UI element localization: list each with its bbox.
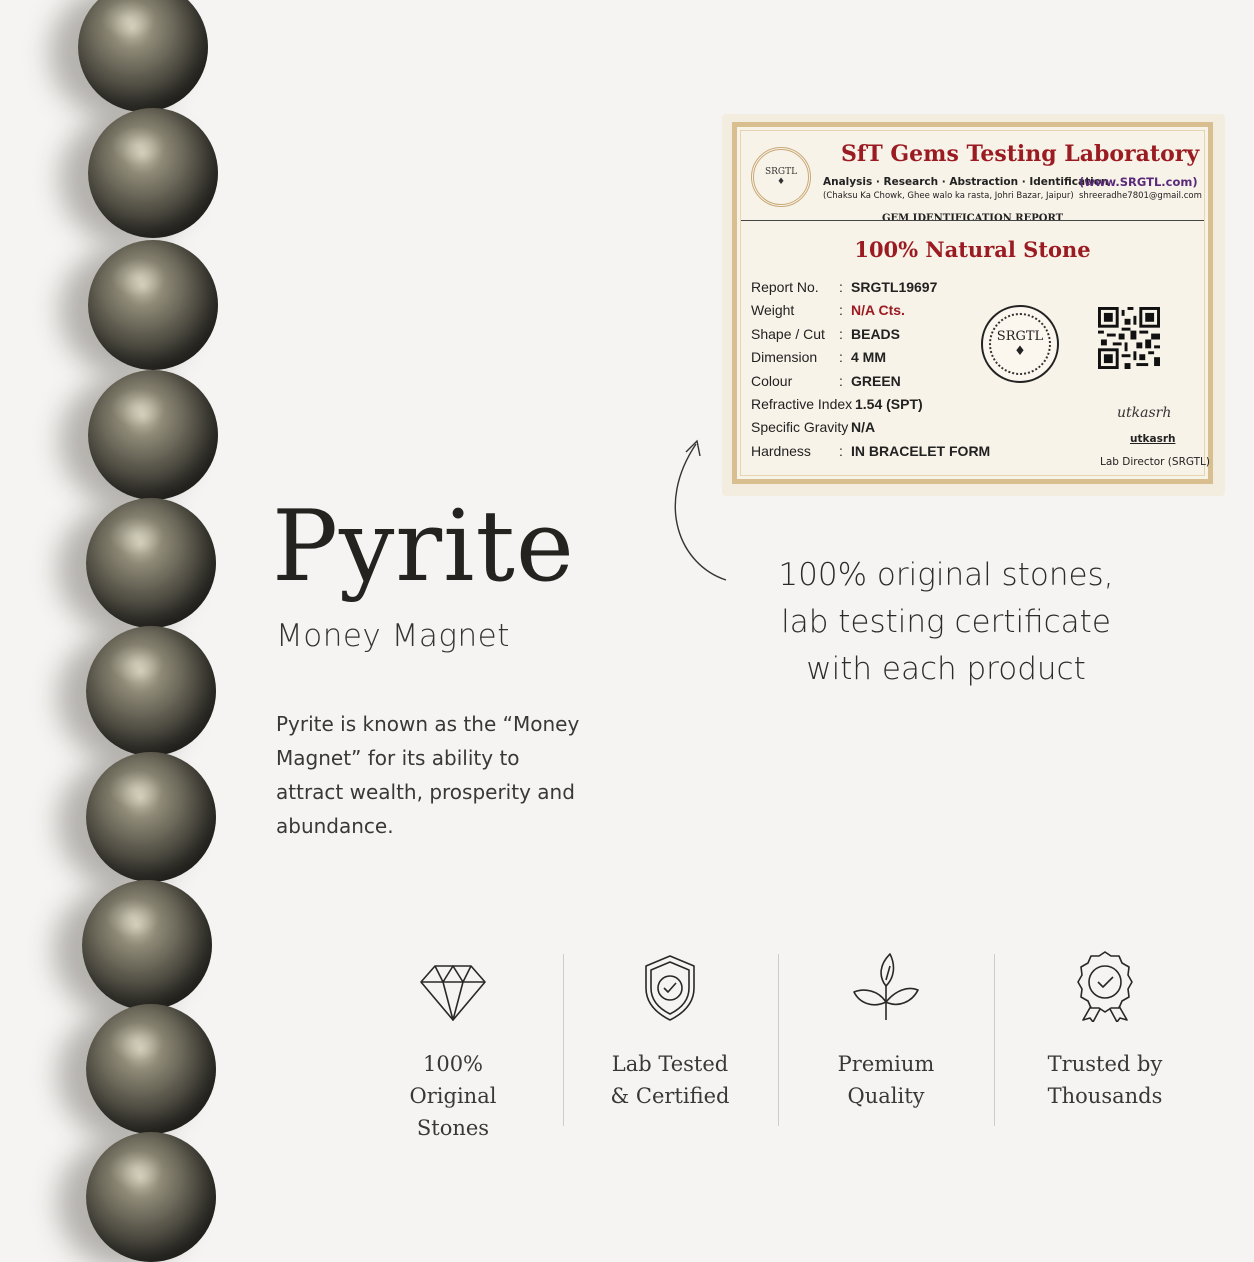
field-value: 4 MM bbox=[851, 349, 886, 366]
field-label: Weight bbox=[751, 302, 795, 319]
field-label: Shape / Cut bbox=[751, 325, 825, 342]
field-label: Colour bbox=[751, 372, 793, 389]
field-row: Report No. : SRGTL19697 bbox=[751, 279, 990, 302]
natural-stone-label: 100% Natural Stone bbox=[854, 237, 1091, 262]
field-label: Hardness bbox=[751, 442, 811, 459]
field-label: Report No. bbox=[751, 279, 819, 295]
lab-website: (www.SRGTL.com) bbox=[1079, 175, 1198, 189]
pyrite-bead bbox=[86, 498, 216, 628]
pyrite-bead bbox=[86, 1004, 216, 1134]
feature-label: Stones bbox=[416, 1116, 490, 1140]
field-value: 1.54 (SPT) bbox=[855, 395, 923, 412]
feature-label: Premium bbox=[837, 1052, 935, 1076]
field-label: Refractive Index bbox=[751, 395, 853, 412]
signatory-name: utkasrh bbox=[1130, 433, 1176, 445]
field-label: Dimension bbox=[751, 349, 818, 366]
feature-label: Lab Tested bbox=[611, 1052, 729, 1076]
lab-logo-text: SRGTL bbox=[764, 167, 798, 177]
diamond-icon bbox=[417, 950, 489, 1022]
certificate-fields bbox=[751, 279, 990, 466]
field-label: Specific Gravity bbox=[751, 419, 849, 436]
feature-divider bbox=[563, 954, 564, 1126]
feature-label: Thousands bbox=[1047, 1084, 1163, 1108]
claim-line: lab testing certificate bbox=[781, 604, 1111, 640]
field-row: Colour : GREEN bbox=[751, 373, 990, 396]
field-row: Hardness : IN BRACELET FORM bbox=[751, 443, 990, 466]
curved-arrow-icon bbox=[660, 430, 740, 590]
lab-stamp-seal bbox=[981, 305, 1059, 383]
lab-email: shreeradhe7801@gmail.com bbox=[1079, 191, 1202, 201]
feature-label: & Certified bbox=[610, 1084, 730, 1108]
pyrite-bead-strand bbox=[0, 0, 260, 1254]
field-row bbox=[751, 396, 990, 419]
leaf-icon bbox=[850, 950, 922, 1022]
field-value: GREEN bbox=[851, 372, 901, 389]
field-value: SRGTL19697 bbox=[851, 279, 938, 295]
pyrite-bead bbox=[86, 626, 216, 756]
diamond-icon: ♦ bbox=[1014, 344, 1026, 359]
lab-address: (Chaksu Ka Chowk, Ghee walo ka rasta, Johri Bazar, Jaipur) bbox=[823, 191, 1074, 201]
diamond-icon: ♦ bbox=[776, 177, 786, 187]
feature-label: 100% bbox=[422, 1052, 484, 1076]
field-value: IN BRACELET FORM bbox=[851, 442, 991, 459]
feature-premium-quality bbox=[786, 950, 986, 1112]
product-subtitle: Money Magnet bbox=[276, 618, 510, 654]
claim-line: with each product bbox=[806, 651, 1086, 687]
pyrite-bead bbox=[86, 1132, 216, 1262]
lab-name: SfT Gems Testing Laboratory bbox=[841, 141, 1200, 167]
field-row: Weight : N/A Cts. bbox=[751, 302, 990, 325]
feature-label: Quality bbox=[847, 1084, 925, 1108]
feature-divider bbox=[994, 954, 995, 1126]
feature-lab-tested bbox=[570, 950, 770, 1112]
header-divider bbox=[741, 220, 1204, 221]
feature-label: Trusted by bbox=[1047, 1052, 1163, 1076]
report-title: GEM IDENTIFICATION REPORT bbox=[881, 213, 1064, 224]
field-value: N/A Cts. bbox=[851, 302, 905, 319]
product-description: Pyrite is known as the “Money Magnet” for its ability to attract wealth, prosperity and abundance. bbox=[276, 712, 580, 838]
feature-divider bbox=[778, 954, 779, 1126]
field-value: BEADS bbox=[851, 325, 901, 342]
feature-original-stones bbox=[353, 950, 553, 1144]
shield-check-icon bbox=[634, 950, 706, 1022]
pyrite-bead bbox=[88, 240, 218, 370]
stamp-text: SRGTL bbox=[996, 329, 1044, 344]
field-row bbox=[751, 419, 990, 442]
field-row: Dimension : 4 MM bbox=[751, 349, 990, 372]
field-row: Shape / Cut : BEADS bbox=[751, 326, 990, 349]
feature-trusted bbox=[1005, 950, 1205, 1112]
award-badge-icon bbox=[1069, 950, 1141, 1022]
pyrite-bead bbox=[86, 752, 216, 882]
signature: utkasrh bbox=[1117, 405, 1172, 421]
certificate-claim bbox=[760, 552, 1132, 693]
lab-tagline: Analysis · Research · Abstraction · Identification bbox=[823, 176, 1109, 188]
product-title: Pyrite bbox=[272, 490, 575, 604]
pyrite-bead bbox=[88, 108, 218, 238]
pyrite-bead bbox=[88, 370, 218, 500]
certificate bbox=[732, 122, 1213, 484]
signatory-title: Lab Director (SRGTL) bbox=[1100, 456, 1210, 468]
feature-label: Original bbox=[409, 1084, 497, 1108]
claim-line: 100% original stones, bbox=[778, 557, 1114, 593]
lab-logo-seal bbox=[751, 147, 811, 207]
pyrite-bead bbox=[82, 880, 212, 1010]
qr-code-icon bbox=[1098, 307, 1160, 369]
field-value: N/A bbox=[851, 419, 876, 436]
pyrite-bead bbox=[78, 0, 208, 112]
